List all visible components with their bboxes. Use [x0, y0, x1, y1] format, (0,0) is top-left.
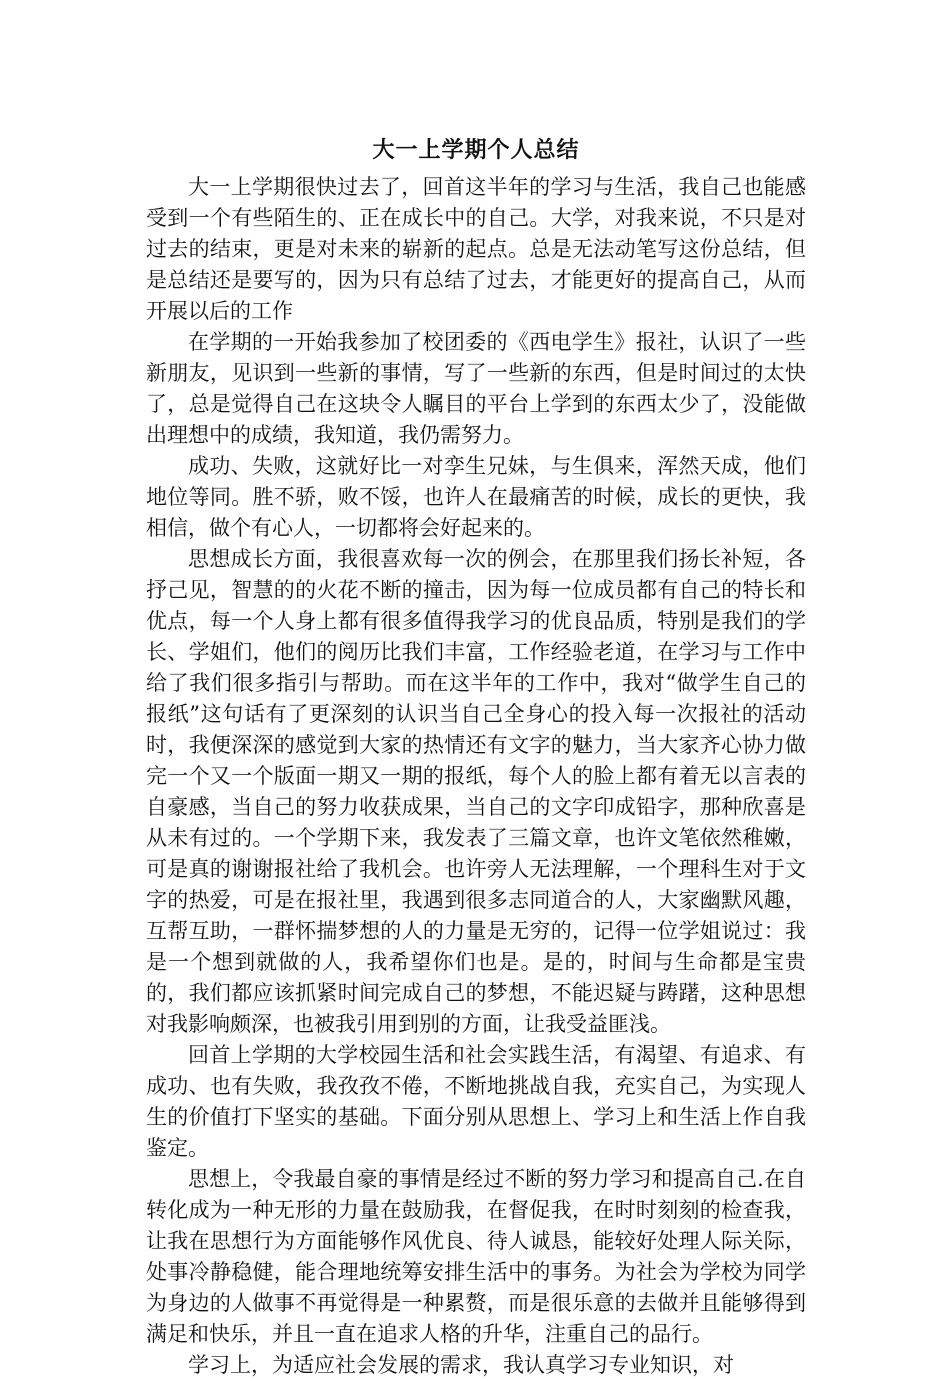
document-page: [146, 136, 806, 1381]
paragraph-2: 在学期的一开始我参加了校团委的《西电学生》报社，认识了一些新朋友，见识到一些新的事情，写了一些新的东西，但是时间过的太快了，总是觉得自己在这块令人瞩目的平台上学到的东西太少了，没能做出理想中的成绩，我知道，我仍需努力。: [146, 330, 806, 447]
document-title: 大一上学期个人总结: [372, 137, 580, 163]
paragraph-1: 大一上学期很快过去了，回首这半年的学习与生活，我自己也能感受到一个有些陌生的、正在成长中的自己。大学，对我来说，不只是对过去的结束，更是对未来的崭新的起点。总是无法动笔写这份总结，但是总结还是要写的，因为只有总结了过去，才能更好的提高自己，从而开展以后的工作: [146, 175, 806, 323]
paragraph-4: 思想成长方面，我很喜欢每一次的例会，在那里我们扬长补短，各抒己见，智慧的的火花不断的撞击，因为每一位成员都有自己的特长和优点，每一个人身上都有很多值得我学习的优良品质，特别是我们的学长、学姐们，他们的阅历比我们丰富，工作经验老道，在学习与工作中给了我们很多指引与帮助。而在这半年的工作中，我对“做学生自己的报纸”这句话有了更深刻的认识当自己全身心的投入每一次报社的活动时，我便深深的感觉到大家的热情还有文字的魅力，当大家齐心协力做完一个又一个版面一期又一期的报纸，每个人的脸上都有着无以言表的自豪感，当自己的努力收获成果，当自己的文字印成铅字，那种欣喜是从未有过的。一个学期下来，我发表了三篇文章，也许文笔依然稚嫩，可是真的谢谢报社给了我机会。也许旁人无法理解，一个理科生对于文字的热爱，可是在报社里，我遇到很多志同道合的人，大家幽默风趣，互帮互助，一群怀揣梦想的人的力量是无穷的，记得一位学姐说过：我是一个想到就做的人，我希望你们也是。是的，时间与生命都是宝贵的，我们都应该抓紧时间完成自己的梦想，不能迟疑与踌躇，这种思想对我影响颇深，也被我引用到别的方面，让我受益匪浅。: [146, 547, 806, 1036]
paragraph-7: 学习上，为适应社会发展的需求，我认真学习专业知识，对: [188, 1353, 734, 1377]
paragraph-3: 成功、失败，这就好比一对孪生兄妹，与生俱来，浑然天成，他们地位等同。胜不骄，败不馁，也许人在最痛苦的时候，成长的更快，我相信，做个有心人，一切都将会好起来的。: [146, 454, 806, 540]
paragraph-5: 回首上学期的大学校园生活和社会实践生活，有渴望、有追求、有成功、也有失败，我孜孜不倦，不断地挑战自我，充实自己，为实现人生的价值打下坚实的基础。下面分别从思想上、学习上和生活上作自我鉴定。: [146, 1043, 806, 1160]
paragraph-6: 思想上，令我最自豪的事情是经过不断的努力学习和提高自己.在自转化成为一种无形的力量在鼓励我，在督促我，在时时刻刻的检查我，让我在思想行为方面能够作风优良、待人诚恳，能较好处理人际关际，处事冷静稳健，能合理地统筹安排生活中的事务。为社会为学校为同学为身边的人做事不再觉得是一种累赘，而是很乐意的去做并且能够得到满足和快乐，并且一直在追求人格的升华，注重自己的品行。: [146, 1167, 806, 1346]
